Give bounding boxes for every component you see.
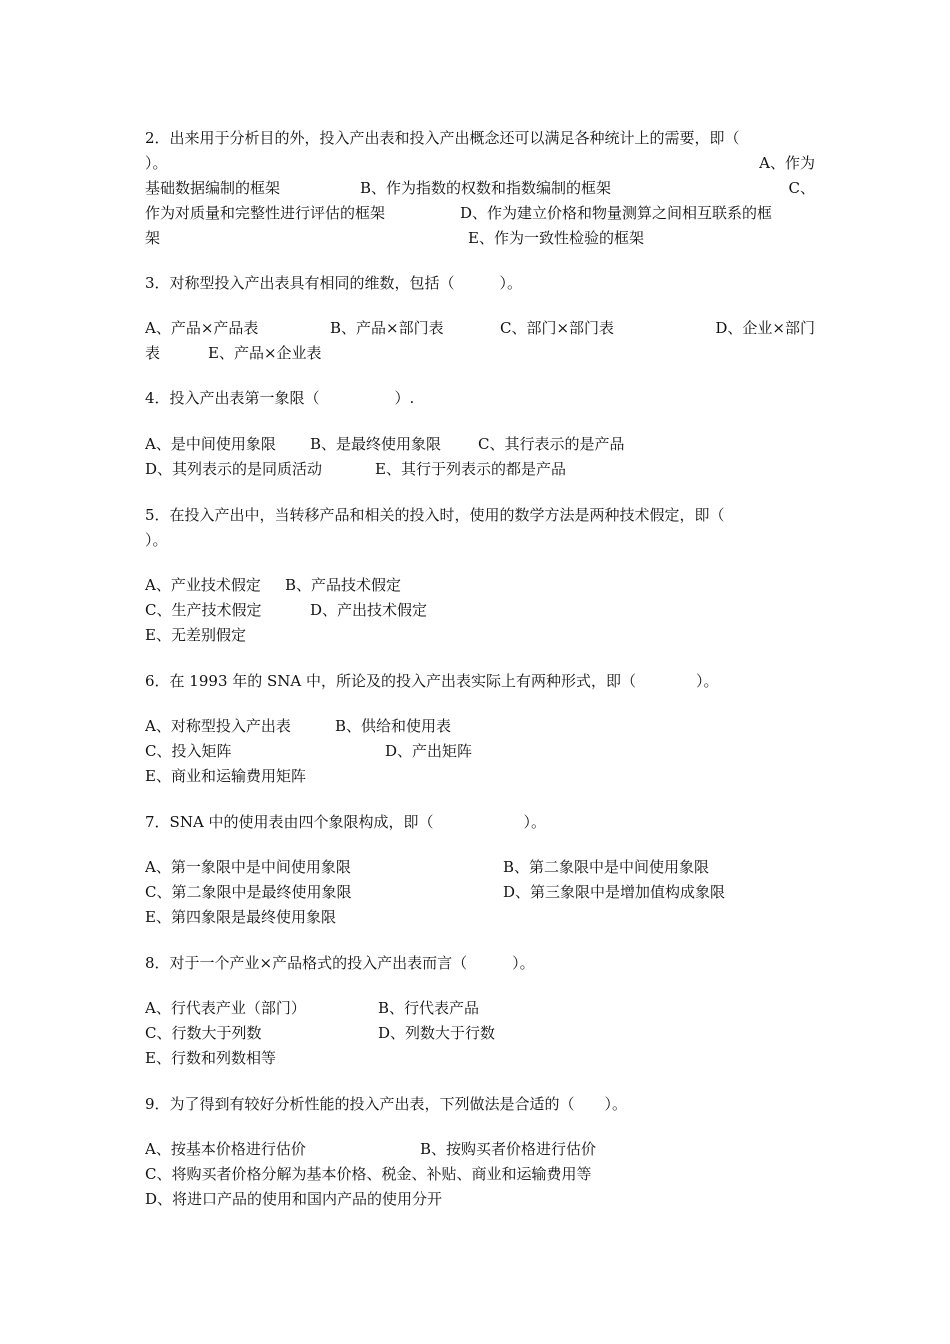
question-2-text: 2．出来用于分析目的外，投入产出表和投入产出概念还可以满足各种统计上的需要，即（: [145, 129, 740, 147]
question-7-option-e: E、第四象限是最终使用象限: [145, 908, 336, 926]
question-2-option-e: E、作为一致性检验的框架: [468, 229, 644, 247]
question-7-text: 7．SNA 中的使用表由四个象限构成，即（ ）。: [145, 813, 547, 831]
question-6-options: [145, 716, 815, 736]
question-3: [145, 273, 815, 293]
question-8-option-b: B、行代表产品: [378, 999, 480, 1017]
question-6-option-e: E、商业和运输费用矩阵: [145, 767, 306, 785]
question-9-option-d: D、将进口产品的使用和国内产品的使用分开: [145, 1190, 443, 1208]
question-2-option-d: D、作为建立价格和物量测算之间相互联系的框: [460, 204, 773, 222]
question-7-option-b: B、第二象限中是中间使用象限: [503, 858, 710, 876]
question-5: [145, 505, 815, 525]
question-6: [145, 671, 815, 691]
question-5-text: 5．在投入产出中，当转移产品和相关的投入时，使用的数学方法是两种技术假定，即（: [145, 506, 725, 524]
question-6-option-a: A、对称型投入产出表: [145, 717, 291, 735]
question-6-options-2: [145, 741, 815, 761]
question-9-options-2: [145, 1164, 815, 1184]
question-3-text: 3．对称型投入产出表具有相同的维数，包括（ ）。: [145, 274, 523, 292]
question-2-line-4: [145, 203, 815, 223]
question-6-option-d: D、产出矩阵: [385, 742, 473, 760]
question-9-options-3: [145, 1189, 815, 1209]
question-3-options: [145, 318, 815, 338]
question-4-options: [145, 434, 815, 454]
question-8-options-2: [145, 1023, 815, 1043]
question-8-option-a: A、行代表产业（部门）: [145, 999, 306, 1017]
question-6-text: 6．在 1993 年的 SNA 中，所论及的投入产出表实际上有两种形式，即（ ）。: [145, 672, 719, 690]
question-4-text: 4．投入产出表第一象限（ ）.: [145, 389, 415, 407]
question-9-option-c: C、将购买者价格分解为基本价格、税金、补贴、商业和运输费用等: [145, 1165, 592, 1183]
question-2-line-5: [145, 228, 815, 248]
question-2-text-cont: ）。: [145, 154, 168, 172]
question-2-option-b: B、作为指数的权数和指数编制的框架: [360, 179, 612, 197]
question-6-options-3: [145, 766, 815, 786]
question-5-options: [145, 575, 815, 595]
question-2-line-2: [145, 153, 815, 173]
question-8-options-3: [145, 1048, 815, 1068]
question-4-option-e: E、其行于列表示的都是产品: [375, 460, 566, 478]
question-5-option-b: B、产品技术假定: [285, 576, 402, 594]
question-3-option-d: D、企业×部门: [715, 319, 815, 337]
question-3-option-d-cont: 表: [145, 344, 161, 362]
question-3-option-b: B、产品×部门表: [330, 319, 444, 337]
question-4: [145, 388, 815, 408]
question-8: [145, 953, 815, 973]
question-5-option-a: A、产业技术假定: [145, 576, 261, 594]
question-2-option-a: A、作为: [759, 154, 815, 172]
question-8-option-d: D、列数大于行数: [378, 1024, 496, 1042]
question-5-line-2: [145, 530, 815, 550]
question-3-option-a: A、产品×产品表: [145, 319, 259, 337]
question-8-text: 8．对于一个产业×产品格式的投入产出表而言（ ）。: [145, 954, 535, 972]
question-4-option-c: C、其行表示的是产品: [478, 435, 625, 453]
question-3-options-2: [145, 343, 815, 363]
question-2-line-3: [145, 178, 815, 198]
question-5-option-e: E、无差别假定: [145, 626, 246, 644]
question-5-option-c: C、生产技术假定: [145, 601, 262, 619]
question-2-option-c: C、: [788, 179, 815, 197]
question-4-option-d: D、其列表示的是同质活动: [145, 460, 323, 478]
question-5-option-d: D、产出技术假定: [310, 601, 428, 619]
question-7-options-3: [145, 907, 815, 927]
question-8-option-e: E、行数和列数相等: [145, 1049, 276, 1067]
question-7-options-2: [145, 882, 815, 902]
question-5-options-2: [145, 600, 815, 620]
question-4-options-2: [145, 459, 815, 479]
question-7-options: [145, 857, 815, 877]
question-3-option-c: C、部门×部门表: [500, 319, 615, 337]
question-9-text: 9．为了得到有较好分析性能的投入产出表，下列做法是合适的（ ）。: [145, 1095, 628, 1113]
question-9-options: [145, 1139, 815, 1159]
question-7-option-a: A、第一象限中是中间使用象限: [145, 858, 351, 876]
question-8-option-c: C、行数大于列数: [145, 1024, 262, 1042]
question-7-option-d: D、第三象限中是增加值构成象限: [503, 883, 726, 901]
question-2: [145, 128, 815, 148]
question-6-option-b: B、供给和使用表: [335, 717, 452, 735]
question-6-option-c: C、投入矩阵: [145, 742, 232, 760]
question-3-option-e: E、产品×企业表: [208, 344, 322, 362]
question-7-option-c: C、第二象限中是最终使用象限: [145, 883, 352, 901]
question-9: [145, 1094, 815, 1114]
question-2-option-c-cont: 作为对质量和完整性进行评估的框架: [145, 204, 386, 222]
question-4-option-a: A、是中间使用象限: [145, 435, 276, 453]
question-9-option-b: B、按购买者价格进行估价: [420, 1140, 597, 1158]
question-9-option-a: A、按基本价格进行估价: [145, 1140, 306, 1158]
question-5-text-cont: ）。: [145, 531, 168, 549]
question-2-option-a-cont: 基础数据编制的框架: [145, 179, 281, 197]
question-7: [145, 812, 815, 832]
question-4-option-b: B、是最终使用象限: [310, 435, 442, 453]
question-8-options: [145, 998, 815, 1018]
question-5-options-3: [145, 625, 815, 645]
question-2-option-d-cont: 架: [145, 229, 161, 247]
